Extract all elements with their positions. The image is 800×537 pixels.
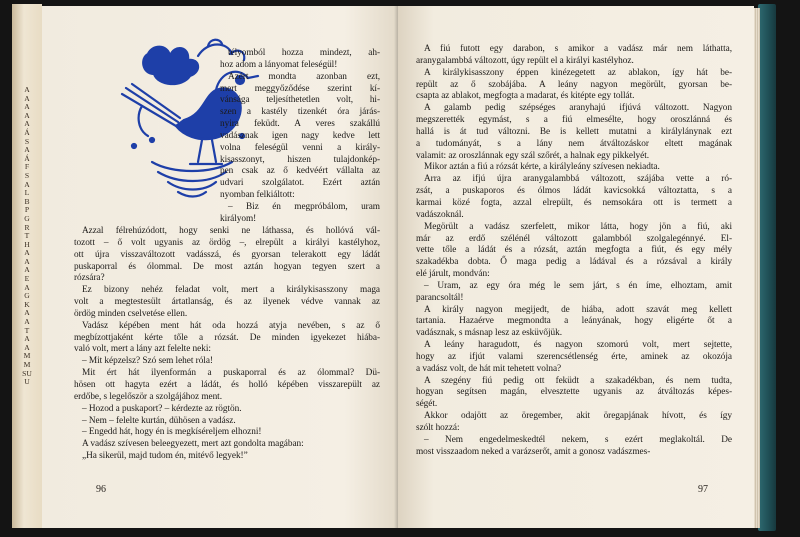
left-body-text-line: – Nem – felelte kurtán, dühösen a vadász.	[82, 415, 236, 426]
left-body-text-line: Mit ért hát ilyenformán a puskaporral és az ólommal? Dü-	[82, 368, 380, 379]
margin-letter: K	[24, 299, 30, 309]
margin-letter: A	[24, 334, 30, 344]
margin-letter: T	[24, 231, 30, 241]
margin-letter: P	[24, 205, 30, 215]
right-body-text-line: elé járult, mondván:	[416, 269, 490, 280]
left-body-text-line: rózsára?	[74, 273, 105, 284]
right-body-text-line: vette tőle a ládát és a rózsát, aztán megfogta a fiút, és egy mély	[416, 245, 732, 256]
left-column-text-line: hoz adom a lányomat feleségül!	[220, 59, 338, 70]
left-column-text-line: vadásznak igen nagy kedve lett	[220, 130, 380, 141]
margin-letter: A	[24, 342, 30, 352]
right-body-text-line: hogy az ifjút valami szerencsétlenség érte, aminek az okozója	[416, 351, 732, 362]
right-body-text-line: – Uram, az egy óra még le sem járt, s én íme, elhoztam, amit	[424, 280, 732, 291]
margin-letter: M	[23, 351, 31, 361]
right-body-text-line: A király nagyon megijedt, de hiába, adott szavát meg kellett	[424, 304, 732, 315]
margin-letter: A	[24, 119, 30, 129]
left-body-text-line: hösen ott hagyta ezért a ládát, és holló képében visszarepült az	[74, 379, 380, 390]
right-body-text-line: a vadász volt, de hát mit tehetett volna?	[416, 363, 562, 374]
margin-letter: E	[24, 274, 30, 284]
right-body-text-line: hogyan segítsen magán, elvesztette ugyanis az átváltozás képes-	[416, 387, 732, 398]
right-body-text-line: tartania. Hazaérve megmondta a leányának, hogy eligérte őt a	[416, 316, 732, 327]
right-body-text-line: karmai közé fogta, azzal elrepült, és nemsokára ott is termett a	[416, 197, 732, 208]
right-body-text-line: most visszaadom neked a varázserőt, amit a gonosz vadászmes-	[416, 446, 651, 457]
right-body-text-line: megszerették egymást, s a fiú elmesélte, hogy oroszlánná és	[416, 115, 732, 126]
left-body-text-line: puskaporral és ólommal. De most aztán hogyan tegyen szert a	[74, 261, 380, 272]
right-body-text-line: vadásznak, s másnap lesz az esküvőjük.	[416, 328, 563, 339]
right-body-text-line: Mikor aztán a fiú a rózsát kérte, a királyleány szívesen nekiadta.	[424, 162, 660, 173]
right-body-text-line: – Nem engedelmeskedtél nekem, s ezért meglakoltál. De	[424, 434, 732, 445]
margin-letter: A	[24, 179, 30, 189]
right-body-text-line: hallá is át tud változni. Be is kellett mutatni a királylánynak ezt	[416, 126, 732, 137]
left-body-text-line: A vadász szívesen beleegyezett, mert azt gondolta magában:	[82, 439, 304, 450]
page-number-right: 97	[698, 484, 708, 495]
left-column-text-line: kisasszonyt, hiszen tulajdonkép-	[220, 154, 380, 165]
right-body-text-line: már az erdő szélénél változott galambból szolgalegénnyé. El-	[416, 233, 732, 244]
left-body-text-line: – Hozod a puskaport? – kérdezte az rögtön.	[82, 403, 242, 414]
left-column-text-line: vánsága teljesíthetetlen volt, hi-	[220, 95, 380, 106]
right-body-text-line: A szegény fiú pedig ott feküdt a szakadékban, és nem tudta,	[424, 375, 732, 386]
margin-letter: A	[24, 256, 30, 266]
right-body-text-line: szakadékba dobta. Ő maga pedig a ládával és a rózsával a király	[416, 257, 732, 268]
margin-letter: G	[24, 213, 30, 223]
margin-letter: A	[24, 102, 30, 112]
left-body-text-line: való volt, mert a lány azt felelte neki:	[74, 344, 211, 355]
left-page-column-text	[220, 48, 380, 226]
margin-letter: SU	[22, 368, 32, 378]
left-body-text-line: ott újra visszaváltozott vadásszá, és gyorsan telerakott egy ládát	[74, 249, 380, 260]
left-body-text-line: – Engedd hát, hogy én is megkíséreljem elhozni!	[82, 427, 262, 438]
left-column-text-line: királyom!	[220, 213, 257, 224]
right-body-text-line: Akkor odajött az öregember, akit öregapjának hívott, és így	[424, 411, 732, 422]
right-page-body-text	[416, 44, 732, 459]
left-body-text-line: „Ha sikerül, majd tudom én, mitévő legyek!”	[82, 451, 248, 462]
right-body-text-line: A leány haragudott, és nagyon szomorú volt, mert sejtette,	[424, 340, 732, 351]
margin-letter: S	[24, 136, 30, 146]
left-column-text-line: – Biz én megpróbálom, uram	[228, 201, 380, 212]
margin-letter: A	[24, 145, 30, 155]
right-body-text-line: parancsoltál!	[416, 292, 464, 303]
margin-letter: A	[24, 317, 30, 327]
right-body-text-line: valamit: az oroszlánnak egy szál szőrét, a halnak egy pikkelyét.	[416, 150, 650, 161]
right-page	[398, 6, 754, 528]
margin-letter: S	[24, 170, 30, 180]
margin-letter: A	[24, 248, 30, 258]
left-column-text-line: szen a kastély tizenkét óra járás-	[220, 107, 380, 118]
left-body-text-line: – Mit képzelsz? Szó sem lehet róla!	[82, 356, 213, 367]
left-column-text-line: nyomban felkiáltott:	[220, 190, 295, 201]
margin-letter: A	[24, 93, 30, 103]
margin-letter: B	[24, 196, 30, 206]
left-body-text-line: erdőbe, s legelőször a szolgájához ment.	[74, 391, 222, 402]
left-column-text-line: volna feleségül venni a király-	[220, 142, 380, 153]
margin-letter: Á	[24, 153, 30, 163]
margin-letter: F	[24, 162, 30, 172]
left-column-text-line: nyira feküdt. A veres szakállú	[220, 119, 380, 130]
right-body-text-line: A királykisasszony éppen kinézegetett az ablakon, így hát be-	[424, 67, 732, 78]
margin-letter: Á	[24, 127, 30, 137]
margin-letter: A	[24, 308, 30, 318]
right-body-text-line: szólt hozzá:	[416, 423, 460, 433]
right-body-text-line: vadászoknál.	[416, 209, 464, 220]
margin-letter: U	[24, 377, 30, 387]
right-body-text-line: A galamb pedig szépséges aranyhajú ifjúvá változott. Nagyon	[424, 103, 732, 114]
margin-letter: A	[24, 85, 30, 94]
right-body-text-line: zsát, a puskaporos és ólmos ládát kavicsokká változtatta, s a	[416, 186, 732, 197]
left-body-text-line: Ez bizony nehéz feladat volt, mert a királykisasszony maga	[82, 285, 380, 296]
right-body-text-line: a tudományát, s a lány nem átváltozáskor eltett magának	[416, 138, 732, 149]
left-body-text-line: Vadász képében ment hát oda hozzá atyja nevében, s az ő	[82, 320, 380, 331]
left-body-text-line: Azzal félrehúzódott, hogy senki ne láthassa, és hollóvá vál-	[82, 226, 380, 236]
margin-letters	[14, 86, 40, 466]
right-body-text-line: aranygalambbá változott, úgy repült el a királyi kastélyhoz.	[416, 55, 634, 66]
left-column-text-line: pen csak az ő kedvéért vállalta az	[220, 166, 380, 177]
left-page-body-text	[74, 226, 380, 463]
left-column-text-line: udvari szolgálatot. Ezért aztán	[220, 178, 380, 189]
left-column-text-line: Azért mondta azonban ezt,	[228, 71, 380, 82]
left-column-text-line: télyomból hozza mindezt, ah-	[228, 48, 380, 58]
margin-letter: A	[24, 110, 30, 120]
margin-letter: L	[24, 188, 30, 198]
margin-letter: T	[24, 325, 30, 335]
right-body-text-line: Arra az ifjú újra aranygalambbá változott, szájába vette a ró-	[424, 174, 732, 185]
left-body-text-line: tozott – ő volt ugyanis az ördög –, elrepült a királyi kastélyhoz,	[74, 237, 380, 248]
right-body-text-line: Megörült a vadász szerfelett, mikor látta, hogy jön a fiú, aki	[424, 221, 732, 232]
right-body-text-line: repült az ő szobájába. A leány nagyon megörült, gyorsan be-	[416, 79, 732, 90]
margin-letter: H	[24, 239, 30, 249]
right-body-text-line: ségét.	[416, 399, 438, 410]
margin-letter: A	[24, 282, 30, 292]
margin-letter: G	[24, 291, 30, 301]
left-body-text-line: ördög minden cselvetése ellen.	[74, 308, 188, 319]
left-body-text-line: volt a megtestesült ártatlanság, és az ilyenek védve vannak az	[74, 297, 380, 308]
margin-letter: M	[23, 360, 31, 369]
margin-letter: A	[24, 265, 30, 275]
right-body-text-line: csapta az ablakot, megfogta a madarat, és kitépte egy tollát.	[416, 91, 635, 102]
left-column-text-line: mert meggyőződése szerint kí-	[220, 83, 380, 94]
margin-letter: R	[24, 222, 30, 232]
page-number-left: 96	[96, 484, 106, 495]
right-body-text-line: A fiú futott egy darabon, s amikor a vadász már nem láthatta,	[424, 44, 732, 54]
book-cover-edge	[758, 4, 776, 531]
left-body-text-line: megbízottjaként kérte tőle a rózsát. De minden igyekezet hiába-	[74, 332, 380, 343]
left-page	[42, 6, 398, 528]
